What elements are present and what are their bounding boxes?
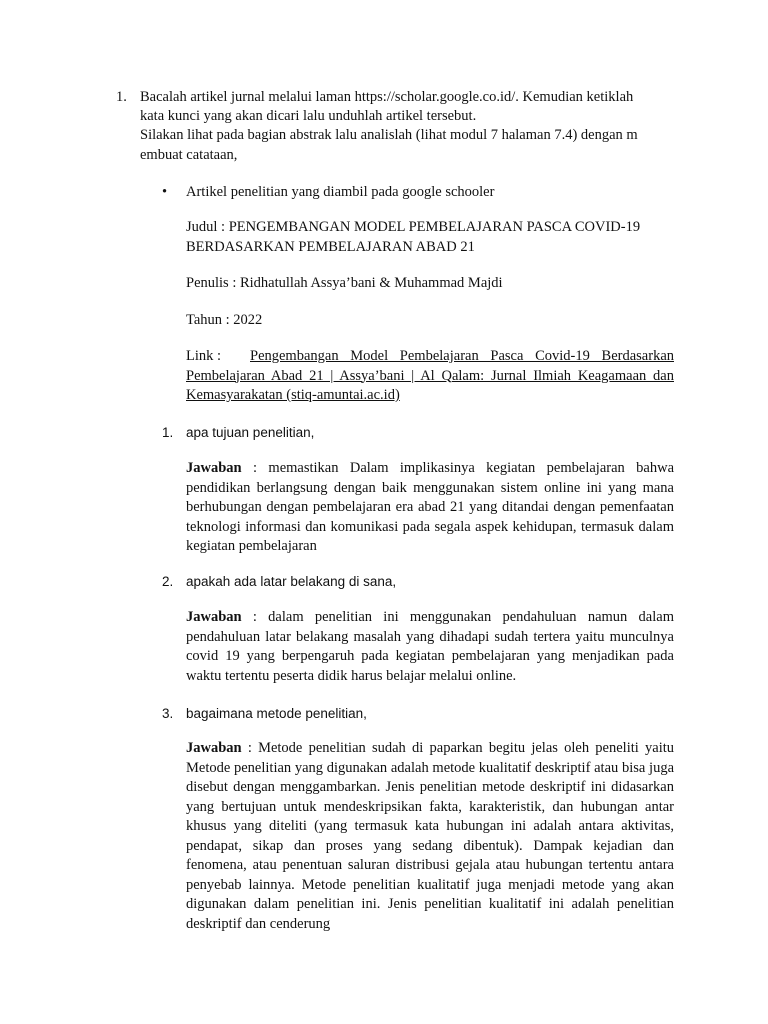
question-text: apakah ada latar belakang di sana,	[186, 574, 397, 589]
article-title-line-1: Judul : PENGEMBANGAN MODEL PEMBELAJARAN PASCA COVID-19	[186, 219, 641, 235]
task-line-3: Silakan lihat pada bagian abstrak lalu analislah (lihat modul 7 halaman 7.4) dengan m	[140, 127, 638, 143]
answer-paragraph	[186, 739, 674, 934]
answer-text: : Metode penelitian sudah di paparkan begitu jelas oleh peneliti yaitu Metode penelitian yang digunakan adalah metode kualitatif deskriptif atau bisa juga disebut dengan menggambarkan. Jenis penelitian metode deskriptif ini didasarkan yang bertujuan untuk mendeskripsikan fakta, karakteristik, dan hubungan antar khusus yang diteliti (yang termasuk kata hubungan ini adalah antara aktivitas, pendapat, sikap dan proses yang sedang dibentuk). Dampak kejadian dan fenomena, atau penentuan saluran distribusi gejala atau hubungan tertentu antara penyebab lainnya. Metode penelitian kualitatif juga menjadi metode yang akan digunakan dalam penelitian ini. Jenis penelitian kualitatif ini adalah penelitian deskriptif dan cenderung	[186, 740, 674, 932]
question-text: apa tujuan penelitian,	[186, 425, 315, 440]
article-author: Penulis : Ridhatullah Assya’bani & Muhammad Majdi	[186, 275, 503, 291]
article-link-line-2[interactable]: Pembelajaran Abad 21 | Assya’bani | Al Qalam: Jurnal Ilmiah Keagamaan dan	[186, 367, 674, 384]
task-number: 1.	[116, 89, 127, 105]
answer-label: Jawaban	[186, 740, 242, 756]
article-title-line-2: BERDASARKAN PEMBELAJARAN ABAD 21	[186, 239, 475, 255]
answer-paragraph	[186, 608, 674, 686]
question-number: 1.	[162, 425, 174, 440]
link-label: Link :	[186, 348, 222, 364]
article-link-line-1[interactable]: Pengembangan Model Pembelajaran Pasca Covid-19 Berdasarkan	[250, 348, 674, 364]
answer-text: : dalam penelitian ini menggunakan pendahuluan namun dalam pendahuluan latar belakang masalah yang dihadapi sudah tertera yaitu munculnya covid 19 yang berpengaruh pada kegiatan pembelajaran yang menjadikan pada waktu tertentu peserta didik harus belajar melalui online.	[186, 609, 674, 684]
question-number: 2.	[162, 574, 174, 589]
article-heading: Artikel penelitian yang diambil pada google schooler	[186, 184, 495, 200]
task-line-4: embuat catataan,	[140, 147, 238, 163]
answer-label: Jawaban	[186, 609, 242, 625]
article-link-block	[186, 347, 674, 406]
article-year: Tahun : 2022	[186, 312, 263, 328]
task-line-1: Bacalah artikel jurnal melalui laman https://scholar.google.co.id/. Kemudian ketiklah	[140, 89, 634, 105]
answer-text: : memastikan Dalam implikasinya kegiatan pembelajaran bahwa pendidikan berlangsung dengan baik menggunakan sistem online ini yang mana berhubungan dengan pembelajaran era abad 21 yang ditandai dengan pemenfaatan teknologi informasi dan komunikasi pada segala aspek kehidupan, termasuk dalam kegiatan pembelajaran	[186, 460, 675, 554]
answer-label: Jawaban	[186, 460, 242, 476]
question-text: bagaimana metode penelitian,	[186, 706, 367, 721]
answer-paragraph	[186, 459, 674, 557]
task-line-2: kata kunci yang akan dicari lalu unduhlah artikel tersebut.	[140, 108, 477, 124]
bullet-icon: •	[162, 184, 168, 200]
article-link-line-3[interactable]: Kemasyarakatan (stiq-amuntai.ac.id)	[186, 387, 400, 403]
question-number: 3.	[162, 706, 174, 721]
